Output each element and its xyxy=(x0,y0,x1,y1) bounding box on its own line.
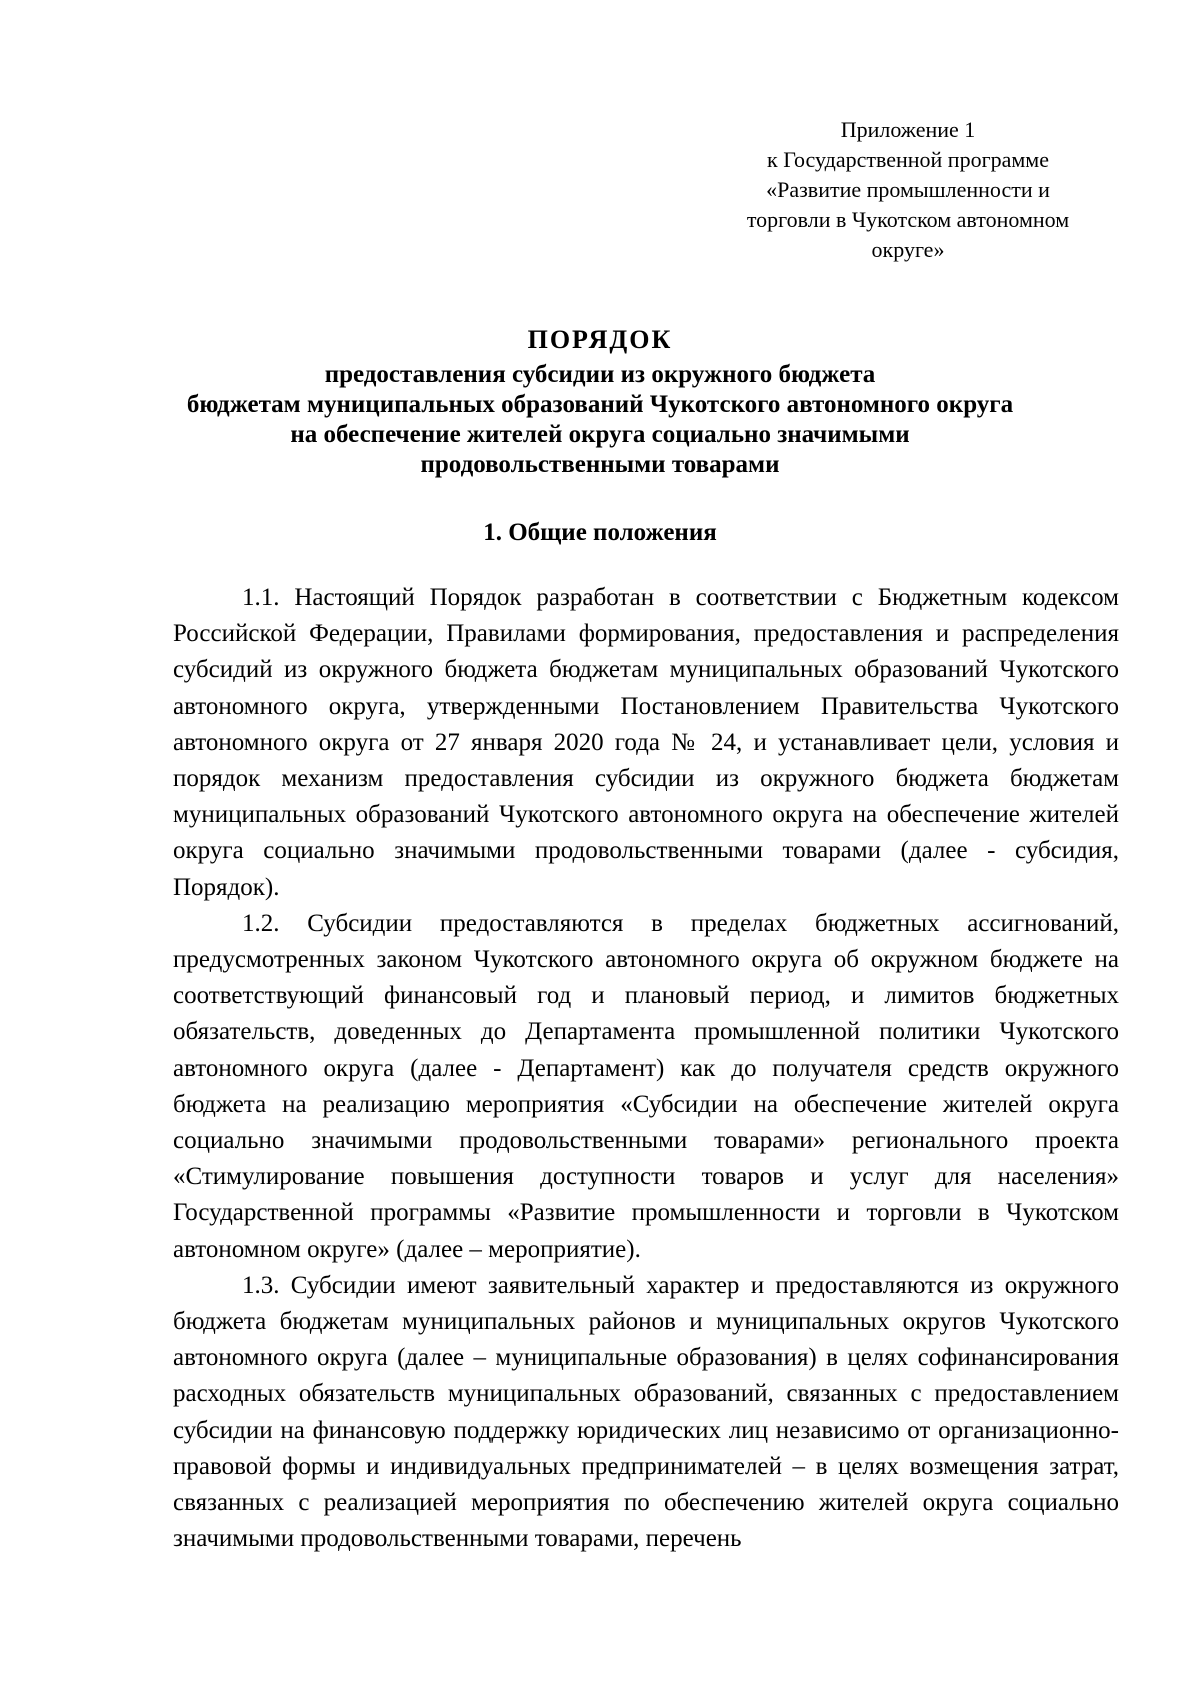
appendix-line: округе» xyxy=(871,237,945,262)
document-subtitle-line: на обеспечение жителей округа социально значимыми xyxy=(290,421,910,448)
appendix-line: к Государственной программе xyxy=(767,147,1049,172)
section-heading: 1. Общие положения xyxy=(483,519,717,546)
paragraph-1-1: 1.1. Настоящий Порядок разработан в соответствии с Бюджетным кодексом Российской Федерации, Правилами формирования, предоставления и распределения субсидий из окружного бюджета бюджетам муниципальных образований Чукотского автономного округа, утвержденными Постановлением Правительства Чукотского автономного округа от 27 января 2020 года № 24, и устанавливает цели, условия и порядок механизм предоставления субсидии из окружного бюджета бюджетам муниципальных образований Чукотского автономного округа на обеспечение жителей округа социально значимыми продовольственными товарами (далее - субсидия, Порядок). xyxy=(173,584,1119,901)
section-body xyxy=(173,580,1119,1557)
document-title: ПОРЯДОК xyxy=(527,325,673,354)
document-subtitle-line: бюджетам муниципальных образований Чукотского автономного округа xyxy=(186,391,1014,418)
appendix-line: Приложение 1 xyxy=(840,117,976,142)
appendix-note xyxy=(708,115,1108,265)
appendix-line: «Развитие промышленности и xyxy=(766,177,1050,202)
paragraph-1-3: 1.3. Субсидии имеют заявительный характер и предоставляются из окружного бюджета бюджетам муниципальных районов и муниципальных округов Чукотского автономного округа (далее – муниципальные образования) в целях софинансирования расходных обязательств муниципальных образований, связанных с предоставлением субсидии на финансовую поддержку юридических лиц независимо от организационно-правовой формы и индивидуальных предпринимателей – в целях возмещения затрат, связанных с реализацией мероприятия по обеспечению жителей округа социально значимыми продовольственными товарами, перечень xyxy=(173,1271,1119,1553)
document-title-block xyxy=(130,320,1070,480)
document-subtitle-line: предоставления субсидии из окружного бюджета xyxy=(324,361,876,388)
document-subtitle-line: продовольственными товарами xyxy=(420,451,780,478)
paragraph-1-2: 1.2. Субсидии предоставляются в пределах бюджетных ассигнований, предусмотренных законом Чукотского автономного округа об окружном бюджете на соответствующий финансовый год и плановый период, и лимитов бюджетных обязательств, доведенных до Департамента промышленной политики Чукотского автономного округа (далее - Департамент) как до получателя средств окружного бюджета на реализацию мероприятия «Субсидии на обеспечение жителей округа социально значимыми продовольственными товарами» регионального проекта «Стимулирование повышения доступности товаров и услуг для населения» Государственной программы «Развитие промышленности и торговли в Чукотском автономном округе» (далее – мероприятие). xyxy=(173,909,1119,1263)
appendix-line: торговли в Чукотском автономном xyxy=(746,207,1070,232)
